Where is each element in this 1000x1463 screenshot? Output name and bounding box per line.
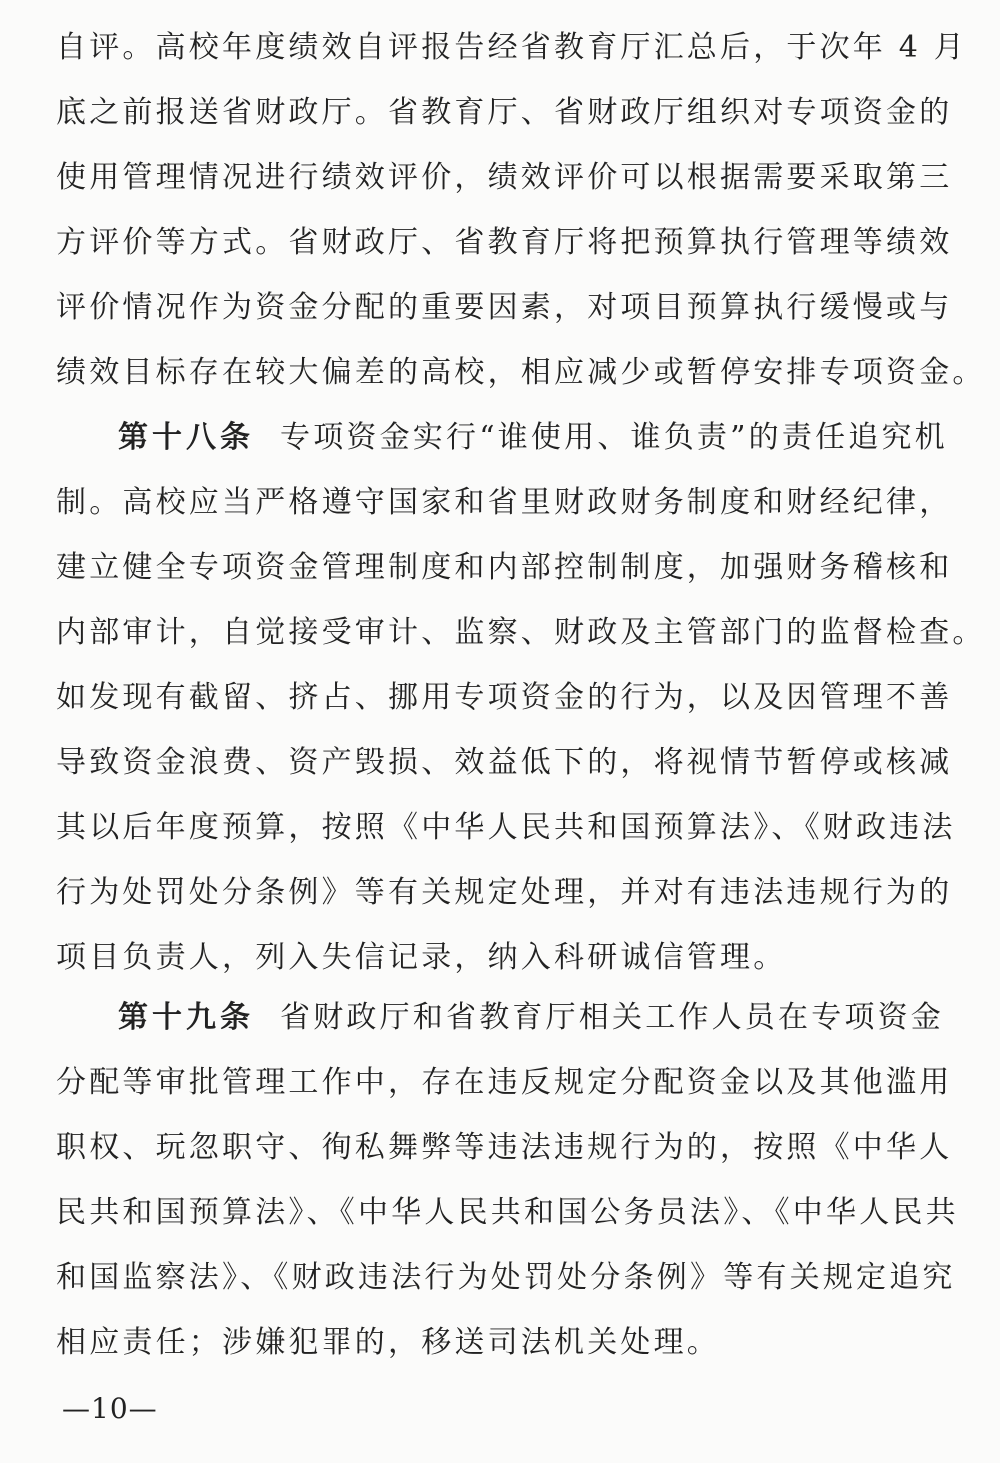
text-line: 分配等审批管理工作中，存在违反规定分配资金以及其他滥用 bbox=[56, 1065, 953, 1100]
article-19-first-line bbox=[56, 985, 944, 1050]
text-line: 建立健全专项资金管理制度和内部控制制度，加强财务稽核和 bbox=[56, 550, 953, 585]
text-line: 行为处罚处分条例》等有关规定处理，并对有违法违规行为的 bbox=[56, 875, 953, 910]
text-line: 制。高校应当严格遵守国家和省里财政财务制度和财经纪律， bbox=[56, 485, 953, 520]
article-19-lead-text: 省财政厅和省教育厅相关工作人员在专项资金 bbox=[280, 1000, 944, 1035]
page-number: —10— bbox=[62, 1392, 158, 1425]
text-line: 底之前报送省财政厅。省教育厅、省财政厅组织对专项资金的 bbox=[56, 95, 953, 130]
text-line: 评价情况作为资金分配的重要因素，对项目预算执行缓慢或与 bbox=[56, 290, 953, 325]
text-line: 方评价等方式。省财政厅、省教育厅将把预算执行管理等绩效 bbox=[56, 225, 953, 260]
paragraph-article-18 bbox=[56, 405, 986, 990]
text-line: 导致资金浪费、资产毁损、效益低下的，将视情节暂停或核减 bbox=[56, 745, 953, 780]
text-line: 绩效目标存在较大偏差的高校，相应减少或暂停安排专项资金。 bbox=[56, 355, 986, 390]
paragraph-article-19 bbox=[56, 985, 959, 1375]
text-line: 如发现有截留、挤占、挪用专项资金的行为，以及因管理不善 bbox=[56, 680, 953, 715]
text-line: 职权、玩忽职守、徇私舞弊等违法违规行为的，按照《中华人 bbox=[56, 1130, 953, 1165]
text-line: 民共和国预算法》、《中华人民共和国公务员法》、《中华人民共 bbox=[56, 1195, 959, 1230]
text-line: 项目负责人，列入失信记录，纳入科研诚信管理。 bbox=[56, 940, 787, 975]
text-line: 内部审计，自觉接受审计、监察、财政及主管部门的监督检查。 bbox=[56, 615, 986, 650]
text-line: 自评。高校年度绩效自评报告经省教育厅汇总后，于次年 4 月 bbox=[56, 30, 967, 65]
article-18-heading: 第十八条 bbox=[118, 420, 254, 455]
text-line: 其以后年度预算，按照《中华人民共和国预算法》、《财政违法 bbox=[56, 810, 956, 845]
text-line: 和国监察法》、《财政违法行为处罚处分条例》等有关规定追究 bbox=[56, 1260, 956, 1295]
article-18-first-line bbox=[56, 405, 948, 470]
article-18-lead-text: 专项资金实行“谁使用、谁负责”的责任追究机 bbox=[280, 420, 948, 455]
text-line: 相应责任；涉嫌犯罪的，移送司法机关处理。 bbox=[56, 1325, 720, 1360]
article-19-heading: 第十九条 bbox=[118, 1000, 254, 1035]
text-line: 使用管理情况进行绩效评价，绩效评价可以根据需要采取第三 bbox=[56, 160, 953, 195]
paragraph-article-17-tail bbox=[56, 15, 986, 405]
